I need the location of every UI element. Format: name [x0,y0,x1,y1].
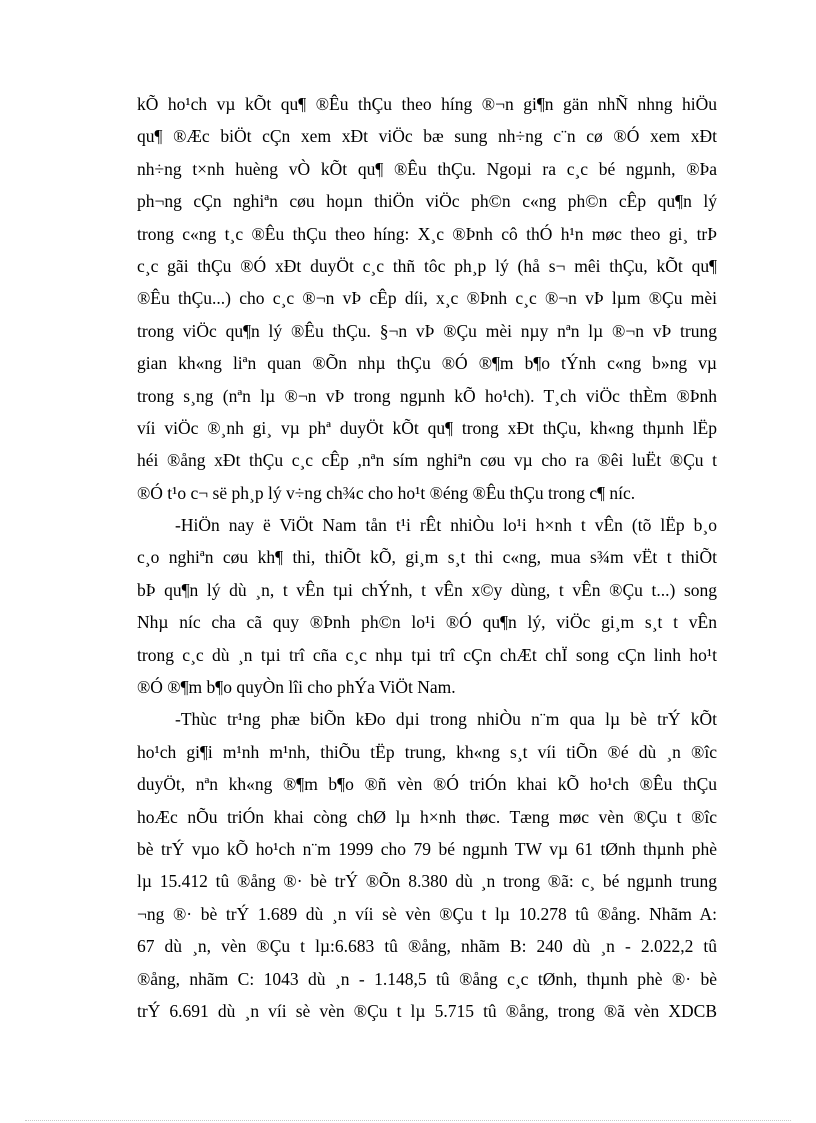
text-line: ®Êu thÇu...) cho c¸c ®¬n vÞ cÊp díi, x¸c ®Þnh c¸c ®¬n vÞ lµm ®Çu mèi [137,288,717,309]
text-line: lµ 15.412 tû ®ång ®· bè trÝ ®Õn 8.380 dù ¸n trong ®ã: c¸ bé ngµnh trung [137,871,717,892]
text-line: trong viÖc qu¶n lý ®Êu thÇu. §¬n vÞ ®Çu mèi nµy nªn lµ ®¬n vÞ trung [137,320,717,341]
text-line: trong c¸c dù ¸n tµi trî cña c¸c nhµ tµi trî cÇn chÆt chÏ song cÇn linh ho¹t [137,644,717,665]
text-line: hoÆc nÕu triÓn khai còng chØ lµ h×nh thøc. Tæng møc vèn ®Çu t ®îc [137,806,717,827]
text-line: 67 dù ¸n, vèn ®Çu t lµ:6.683 tû ®ång, nhãm B: 240 dù ¸n - 2.022,2 tû [137,936,717,957]
text-line: bÞ qu¶n lý dù ¸n, t vÊn tµi chÝnh, t vÊn x©y dùng, t vÊn ®Çu t...) song [137,579,717,600]
text-line: duyÖt, nªn kh«ng ®¶m b¶o ®ñ vèn ®Ó triÓn khai kÕ ho¹ch ®Êu thÇu [137,774,717,795]
text-line: bè trÝ vµo kÕ ho¹ch n¨m 1999 cho 79 bé ngµnh TW vµ 61 tØnh thµnh phè [137,838,717,859]
text-line: trÝ 6.691 dù ¸n víi sè vèn ®Çu t lµ 5.715 tû ®ång, trong ®ã vèn XDCB [137,1000,717,1021]
text-line: kÕ ho¹ch vµ kÕt qu¶ ®Êu thÇu theo híng ®¬n gi¶n gän nhÑ nhng hiÖu [137,94,717,114]
text-line: ®Ó ®¶m b¶o quyÒn lîi cho phÝa ViÖt Nam. [137,677,456,698]
paragraph-first-line: -HiÖn nay ë ViÖt Nam tån t¹i rÊt nhiÒu lo¹i h×nh t vÊn (tõ lËp b¸o [175,515,717,536]
text-line: Nhµ níc cha cã quy ®Þnh ph©n lo¹i ®Ó qu¶n lý, viÖc gi¸m s¸t t vÊn [137,612,717,633]
text-line: ph¬ng cÇn nghiªn cøu hoµn thiÖn viÖc ph©n c«ng ph©n cÊp qu¶n lý [137,191,717,212]
text-line: ¬ng ®· bè trÝ 1.689 dù ¸n víi sè vèn ®Çu t lµ 10.278 tû ®ång. Nhãm A: [137,903,717,924]
text-line: trong s¸ng (nªn lµ ®¬n vÞ trong ngµnh kÕ ho¹ch). T¸ch viÖc thÈm ®Þnh [137,385,717,406]
text-line: víi viÖc ®¸nh gi¸ vµ phª duyÖt kÕt qu¶ trong xÐt thÇu, kh«ng thµnh lËp [137,417,717,438]
text-line: héi ®ång xÐt thÇu c¸c cÊp ,nªn sím nghiªn cøu vµ cho ra ®êi luËt ®Çu t [137,450,717,471]
text-line: ho¹ch gi¶i m¹nh m¹nh, thiÕu tËp trung, kh«ng s¸t víi tiÕn ®é dù ¸n ®îc [137,741,717,762]
paragraph-first-line: -Thùc tr¹ng phæ biÕn kÐo dµi trong nhiÒu n¨m qua lµ bè trÝ kÕt [175,709,717,730]
text-line: qu¶ ®Æc biÖt cÇn xem xÐt viÖc bæ sung nh÷ng c¨n cø ®Ó xem xÐt [137,126,717,147]
body-text [137,88,717,1027]
text-line: gian kh«ng liªn quan ®Õn nhµ thÇu ®Ó ®¶m b¶o tÝnh c«ng b»ng vµ [137,353,717,374]
text-line: ®ång, nhãm C: 1043 dù ¸n - 1.148,5 tû ®ång c¸c tØnh, thµnh phè ®· bè [137,968,717,989]
text-line: c¸c gãi thÇu ®Ó xÐt duyÖt c¸c thñ tôc ph¸p lý (hå s¬ mêi thÇu, kÕt qu¶ [137,255,717,276]
text-line: trong c«ng t¸c ®Êu thÇu theo híng: X¸c ®Þnh cô thÓ h¹n møc theo gi¸ trÞ [137,223,717,244]
text-line: nh÷ng t×nh huèng vÒ kÕt qu¶ ®Êu thÇu. Ngoµi ra c¸c bé ngµnh, ®Þa [137,158,717,179]
text-line: ®Ó t¹o c¬ së ph¸p lý v÷ng ch¾c cho ho¹t ®éng ®Êu thÇu trong c¶ níc. [137,482,636,503]
text-line: c¸o nghiªn cøu kh¶ thi, thiÕt kÕ, gi¸m s¸t thi c«ng, mua s¾m vËt t thiÕt [137,547,717,568]
page-bottom-rule [25,1120,791,1121]
